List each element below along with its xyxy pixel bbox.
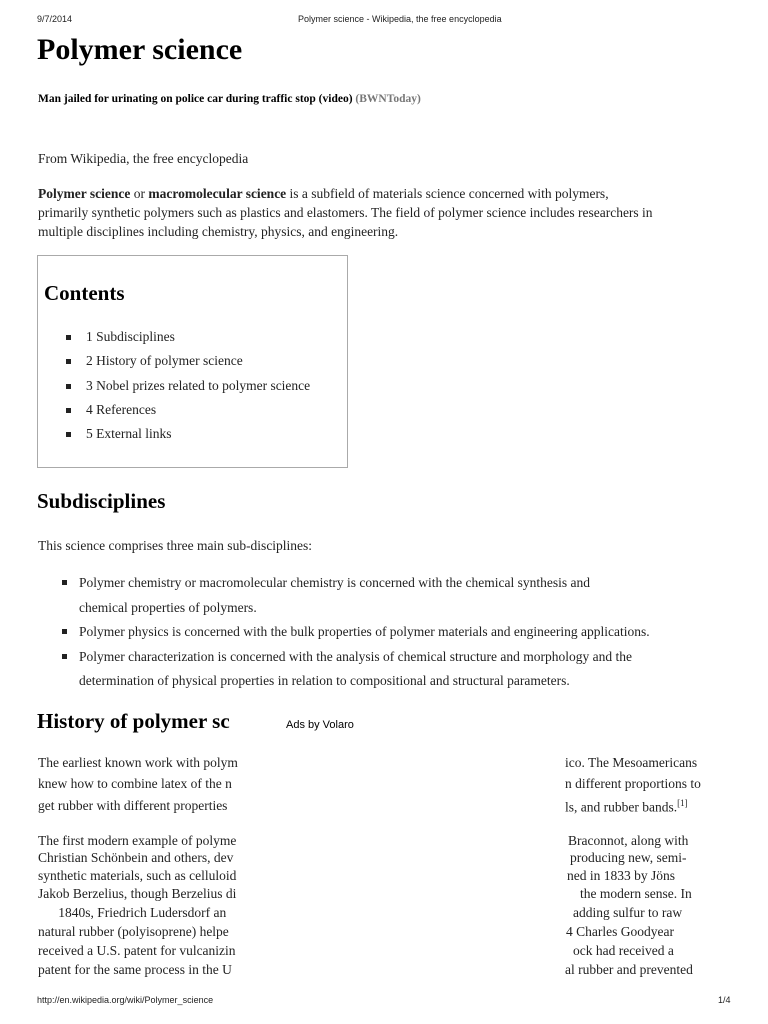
history-p2-left-0: The first modern example of polyme (38, 833, 237, 848)
toc-list (66, 329, 310, 450)
list-item (62, 620, 742, 645)
bullet-icon (66, 335, 71, 340)
print-page-number: 1/4 (718, 995, 731, 1005)
history-p1-right-1: n different proportions to (565, 776, 701, 791)
print-url: http://en.wikipedia.org/wiki/Polymer_science (37, 995, 214, 1005)
intro-line3: multiple disciplines including chemistry, physics, and engineering. (38, 224, 399, 239)
subdisciplines-intro: This science comprises three main sub-disciplines: (38, 538, 313, 553)
history-p1-right-0: ico. The Mesoamericans (565, 755, 698, 770)
bullet-icon (66, 408, 71, 413)
history-p2-left-6: received a U.S. patent for vulcanizin (38, 943, 236, 958)
intro-line1-rest: is a subfield of materials science concerned with polymers, (286, 186, 609, 201)
history-p2-right-5: 4 Charles Goodyear (566, 924, 674, 939)
history-p2-left-5: natural rubber (polyisoprene) helpe (38, 924, 229, 939)
toc-item-references[interactable] (66, 402, 310, 426)
history-p2-right-0: Braconnot, along with (568, 833, 689, 848)
list-item-text: Polymer characterization is concerned with the analysis of chemical structure and morphology and the (79, 648, 632, 664)
ad-overlay[interactable] (268, 710, 565, 984)
toc-title: Contents (44, 281, 125, 305)
toc-item-nobel-prizes[interactable] (66, 378, 310, 402)
toc-item-subdisciplines[interactable] (66, 329, 310, 353)
ad-label[interactable]: Ads by Volaro (286, 719, 354, 731)
article-title: Polymer science (37, 33, 243, 66)
history-p2-left-3: Jakob Berzelius, though Berzelius di (38, 886, 237, 901)
history-p2-right-6: ock had received a (573, 943, 674, 958)
tagline: From Wikipedia, the free encyclopedia (38, 151, 249, 166)
toc-item-label[interactable]: 2 History of polymer science (86, 353, 243, 369)
toc-item-label[interactable]: 5 External links (86, 426, 172, 442)
list-item (62, 571, 742, 620)
intro-term-macromolecular-science: macromolecular science (148, 186, 287, 201)
print-date: 9/7/2014 (37, 14, 73, 24)
table-of-contents (37, 255, 348, 468)
list-item (62, 645, 742, 694)
bullet-icon (66, 359, 71, 364)
history-p1-right-2-text: ls, and rubber bands. (565, 799, 678, 815)
bullet-icon (66, 384, 71, 389)
history-p2-right-3: the modern sense. In (580, 886, 692, 901)
list-item-text: determination of physical properties in relation to compositional and structural parameters. (79, 673, 570, 688)
intro-or: or (130, 186, 149, 201)
bullet-icon (62, 580, 67, 585)
history-p1-left-1: knew how to combine latex of the n (38, 776, 232, 791)
history-p2-right-7: al rubber and prevented (565, 962, 693, 977)
history-p2-right-1: producing new, semi- (570, 850, 687, 865)
history-p2-left-4: 1840s, Friedrich Ludersdorf an (38, 905, 227, 920)
section-heading-history: History of polymer sc (37, 709, 230, 733)
list-item-text: Polymer physics is concerned with the bulk properties of polymer materials and engineering applications. (79, 624, 650, 639)
subdisciplines-list (62, 571, 742, 694)
promo-link[interactable] (38, 93, 421, 105)
promo-source[interactable]: (BWNToday) (355, 93, 421, 105)
bullet-icon (66, 432, 71, 437)
bullet-icon (62, 654, 67, 659)
history-p1-right-2 (565, 798, 688, 816)
history-p2-right-2: ned in 1833 by Jöns (567, 868, 675, 883)
section-heading-subdisciplines: Subdisciplines (37, 489, 166, 513)
list-item-text: Polymer chemistry or macromolecular chemistry is concerned with the chemical synthesis and (79, 575, 590, 590)
bullet-icon (62, 629, 67, 634)
toc-item-label[interactable]: 3 Nobel prizes related to polymer science (86, 377, 311, 393)
promo-headline[interactable]: Man jailed for urinating on police car during traffic stop (video) (38, 93, 353, 105)
intro-line2: primarily synthetic polymers such as plastics and elastomers. The field of polymer science includes researchers in (38, 205, 653, 220)
print-page-title: Polymer science - Wikipedia, the free encyclopedia (298, 14, 502, 24)
history-p2-left-1: Christian Schönbein and others, dev (38, 850, 234, 865)
history-p2-left-2: synthetic materials, such as celluloid (38, 868, 237, 883)
toc-item-history[interactable] (66, 353, 310, 377)
toc-item-external-links[interactable] (66, 426, 310, 450)
list-item-text: chemical properties of polymers. (79, 599, 257, 615)
history-p2-right-4: adding sulfur to raw (573, 905, 683, 920)
toc-item-label[interactable]: 1 Subdisciplines (86, 329, 175, 344)
reference-1[interactable]: [1] (677, 798, 688, 808)
toc-item-label[interactable]: 4 References (86, 401, 157, 417)
intro-term-polymer-science: Polymer science (38, 186, 131, 201)
history-p1-left-2: get rubber with different properties (38, 798, 228, 813)
history-p2-left-7: patent for the same process in the U (38, 962, 232, 977)
history-p1-left-0: The earliest known work with polym (38, 755, 238, 770)
intro-paragraph (38, 184, 738, 241)
